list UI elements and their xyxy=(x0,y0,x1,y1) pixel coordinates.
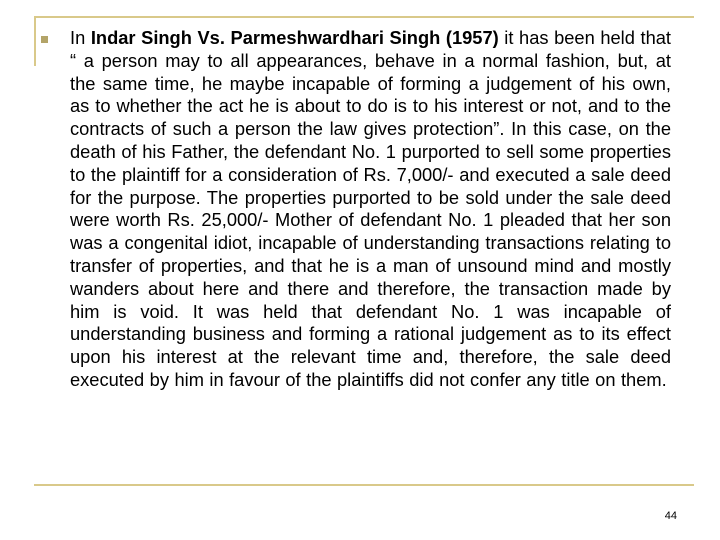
top-rule xyxy=(34,16,694,18)
paragraph-body: it has been held that “ a person may to all appearances, behave in a normal fashion, but, at the same time, he maybe incapable of forming a judgement of his own, as to whether the act he is about to do is to his interest or not, and to the contracts of such a person the law gives protection”. In this case, on the death of his Father, the defendant No. 1 purported to sell some properties to the plaintiff for a consideration of Rs. 7,000/- and executed a sale deed for the purpose. The properties purported to be sold under the sale deed were worth Rs. 25,000/- Mother of defendant No. 1 pleaded that her son was a congenital idiot, incapable of understanding transactions relating to transfer of properties, and that he is a man of unsound mind and mostly wanders about here and there and therefore, the transaction made by him is void. It was held that defendant No. 1 was incapable of understanding business and forming a rational judgement as to its effect upon his interest at the relevant time and, therefore, the sale deed executed by him in favour of the plaintiffs did not confer any title on them. xyxy=(70,27,671,390)
case-paragraph xyxy=(70,27,671,392)
case-name: Indar Singh Vs. Parmeshwardhari Singh (1957) xyxy=(90,27,499,48)
left-rule xyxy=(34,16,36,66)
bottom-rule xyxy=(34,484,694,486)
page-number: 44 xyxy=(664,510,677,522)
paragraph-prefix: In xyxy=(70,27,91,48)
square-bullet-icon xyxy=(41,36,48,43)
